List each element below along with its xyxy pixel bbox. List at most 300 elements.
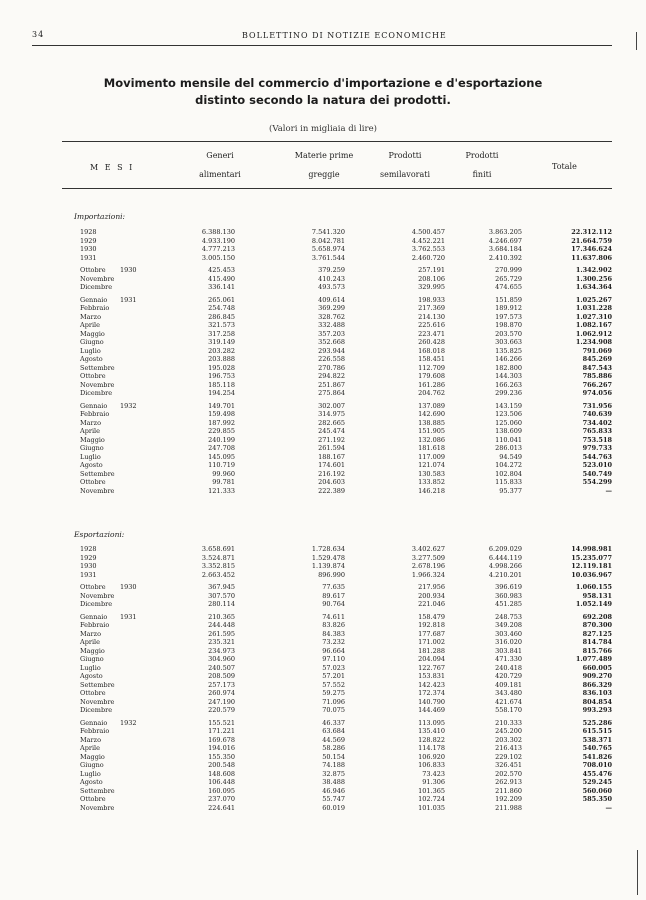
cell-c1: 145.095 xyxy=(208,452,235,461)
cell-c2: 896.990 xyxy=(318,570,345,579)
cell-c3: 3.277.509 xyxy=(411,553,445,562)
cell-c5: 540.749 xyxy=(582,469,612,478)
table-row xyxy=(0,804,646,813)
cell-c3: 2.460.720 xyxy=(411,253,445,262)
cell-c2: 46.946 xyxy=(322,786,345,795)
cell-c4: 192.209 xyxy=(495,795,522,803)
cell-c2: 50.154 xyxy=(322,752,345,761)
row-label: Agosto xyxy=(80,672,103,680)
column-header-top-rule xyxy=(62,141,612,142)
cell-c4: 151.859 xyxy=(495,295,522,304)
row-label: Febbraio xyxy=(80,621,110,629)
row-label: Novembre xyxy=(80,380,115,389)
cell-c4: 326.451 xyxy=(495,761,522,769)
cell-c5: 845.269 xyxy=(582,355,612,363)
cell-c2: 409.614 xyxy=(318,295,345,304)
cell-c3: 142.423 xyxy=(418,680,445,689)
cell-c4: 245.200 xyxy=(495,727,522,735)
header-rule xyxy=(32,45,612,46)
row-label: Giugno xyxy=(80,444,104,452)
row-label: 1928 xyxy=(80,228,97,236)
row-label: Aprile xyxy=(80,321,100,329)
cell-c1: 169.678 xyxy=(208,735,235,744)
cell-c4: 248.753 xyxy=(495,612,522,621)
row-year: 1930 xyxy=(120,266,137,274)
cell-c2: 282.665 xyxy=(318,418,345,427)
cell-c2: 174.601 xyxy=(318,461,345,469)
margin-rule-bottom xyxy=(637,850,638,895)
cell-c4: 240.418 xyxy=(495,663,522,672)
cell-c3: 200.934 xyxy=(418,591,445,600)
cell-c3: 151.905 xyxy=(418,427,445,435)
cell-c2: 245.474 xyxy=(318,427,345,435)
cell-c1: 247.190 xyxy=(208,697,235,706)
cell-c4: 262.913 xyxy=(495,778,522,786)
row-label: Gennaio xyxy=(80,401,108,410)
cell-c1: 317.258 xyxy=(208,329,235,338)
cell-c5: 827.125 xyxy=(582,629,612,638)
row-label: Novembre xyxy=(80,486,115,495)
cell-c2: 74.611 xyxy=(322,612,345,621)
cell-c4: 6.209.029 xyxy=(488,545,522,553)
cell-c3: 192.818 xyxy=(418,621,445,629)
cell-c3: 146.218 xyxy=(418,486,445,495)
cell-c5: 1.052.149 xyxy=(575,600,612,608)
cell-c1: 260.974 xyxy=(208,689,235,697)
cell-c4: 343.480 xyxy=(495,689,522,697)
row-label: Luglio xyxy=(80,769,101,778)
cell-c1: 336.141 xyxy=(208,283,235,291)
table-row xyxy=(0,389,646,398)
cell-c2: 493.573 xyxy=(318,283,345,291)
cell-c5: 692.208 xyxy=(582,612,612,621)
cell-c3: 158.479 xyxy=(418,612,445,621)
row-label: Marzo xyxy=(80,629,101,638)
cell-c1: 367.945 xyxy=(208,583,235,591)
cell-c5: — xyxy=(605,486,612,495)
cell-c1: 234.973 xyxy=(208,646,235,655)
cell-c4: 474.655 xyxy=(495,283,522,291)
cell-c1: 3.352.815 xyxy=(201,562,235,570)
cell-c3: 137.089 xyxy=(418,401,445,410)
cell-c2: 251.867 xyxy=(318,380,345,389)
cell-c2: 84.383 xyxy=(322,629,345,638)
row-label: Novembre xyxy=(80,803,115,812)
row-label: Aprile xyxy=(80,427,100,435)
row-label: 1931 xyxy=(80,253,97,262)
cell-c5: 14.998.981 xyxy=(571,545,612,553)
cell-c5: 585.350 xyxy=(582,795,612,803)
cell-c4: 2.410.392 xyxy=(488,253,522,262)
cell-c2: 357.203 xyxy=(318,329,345,338)
cell-c3: 217.956 xyxy=(418,583,445,591)
cell-c1: 247.708 xyxy=(208,444,235,452)
cell-c1: 210.365 xyxy=(208,612,235,621)
row-label: Gennaio xyxy=(80,718,108,727)
cell-c3: 217.369 xyxy=(418,304,445,312)
cell-c5: 804.854 xyxy=(582,697,612,706)
row-label: 1930 xyxy=(80,562,97,570)
cell-c3: 168.018 xyxy=(418,346,445,355)
cell-c1: 3.524.871 xyxy=(201,553,235,562)
cell-c3: 2.678.196 xyxy=(411,562,445,570)
cell-c4: 360.983 xyxy=(495,591,522,600)
cell-c2: 293.944 xyxy=(318,346,345,355)
cell-c5: 753.518 xyxy=(582,435,612,444)
cell-c5: 523.010 xyxy=(582,461,612,469)
row-label: Novembre xyxy=(80,274,115,283)
row-label: Aprile xyxy=(80,638,100,646)
cell-c2: 275.864 xyxy=(318,389,345,397)
page-number: 34 xyxy=(32,30,45,39)
table-subtitle: (Valori in migliaia di lire) xyxy=(269,124,377,134)
cell-c2: 55.747 xyxy=(322,795,345,803)
cell-c4: 4.998.266 xyxy=(488,562,522,570)
cell-c4: 94.549 xyxy=(499,452,522,461)
cell-c3: 179.608 xyxy=(418,372,445,380)
cell-c5: 544.763 xyxy=(582,452,612,461)
cell-c2: 261.594 xyxy=(318,444,345,452)
cell-c1: 203.888 xyxy=(208,355,235,363)
cell-c4: 3.863.205 xyxy=(488,228,522,236)
cell-c3: 225.616 xyxy=(418,321,445,329)
cell-c5: 993.293 xyxy=(582,706,612,714)
row-year: 1932 xyxy=(120,718,137,727)
cell-c2: 63.684 xyxy=(322,727,345,735)
cell-c3: 221.046 xyxy=(418,600,445,608)
row-year: 1932 xyxy=(120,401,137,410)
cell-c3: 153.831 xyxy=(418,672,445,680)
row-label: Giugno xyxy=(80,761,104,769)
cell-c2: 38.488 xyxy=(322,778,345,786)
cell-c1: 3.658.691 xyxy=(201,545,235,553)
row-year: 1931 xyxy=(120,295,137,304)
cell-c5: 791.069 xyxy=(582,346,612,355)
cell-c1: 195.028 xyxy=(208,363,235,372)
cell-c1: 229.855 xyxy=(208,427,235,435)
cell-c1: 220.579 xyxy=(208,706,235,714)
row-label: Ottobre xyxy=(80,478,106,486)
cell-c1: 286.845 xyxy=(208,312,235,321)
cell-c5: 541.826 xyxy=(582,752,612,761)
cell-c4: 286.013 xyxy=(495,444,522,452)
cell-c1: 160.095 xyxy=(208,786,235,795)
cell-c2: 204.603 xyxy=(318,478,345,486)
row-label: Dicembre xyxy=(80,389,113,397)
cell-c1: 185.118 xyxy=(208,380,235,389)
cell-c1: 99.960 xyxy=(212,469,235,478)
row-label: Dicembre xyxy=(80,706,113,714)
cell-c2: 332.488 xyxy=(318,321,345,329)
row-label: Novembre xyxy=(80,697,115,706)
cell-c3: 158.451 xyxy=(418,355,445,363)
cell-c5: 660.005 xyxy=(582,663,612,672)
cell-c3: 128.822 xyxy=(418,735,445,744)
cell-c2: 44.569 xyxy=(322,735,345,744)
cell-c3: 260.428 xyxy=(418,338,445,346)
cell-c5: 814.784 xyxy=(582,638,612,646)
cell-c3: 132.086 xyxy=(418,435,445,444)
cell-c2: 328.762 xyxy=(318,312,345,321)
row-label: Settembre xyxy=(80,469,115,478)
column-header-materie-line2: greggie xyxy=(308,170,340,179)
cell-c5: 538.371 xyxy=(582,735,612,744)
cell-c3: 142.690 xyxy=(418,410,445,418)
cell-c4: 303.841 xyxy=(495,646,522,655)
cell-c2: 60.019 xyxy=(322,803,345,812)
cell-c2: 59.275 xyxy=(322,689,345,697)
cell-c5: 615.515 xyxy=(582,727,612,735)
cell-c1: 6.388.130 xyxy=(201,228,235,236)
cell-c3: 133.852 xyxy=(418,478,445,486)
cell-c4: 3.684.184 xyxy=(488,245,522,253)
cell-c2: 314.975 xyxy=(318,410,345,418)
cell-c4: 396.619 xyxy=(495,583,522,591)
table-row xyxy=(0,254,646,263)
cell-c4: 299.236 xyxy=(495,389,522,397)
cell-c2: 8.042.781 xyxy=(311,236,345,245)
column-header-finiti xyxy=(452,146,512,184)
cell-c2: 1.529.478 xyxy=(311,553,345,562)
row-label: 1930 xyxy=(80,245,97,253)
cell-c4: 265.729 xyxy=(495,274,522,283)
column-header-generi-line2: alimentari xyxy=(199,170,241,179)
row-year: 1931 xyxy=(120,612,137,621)
cell-c3: 3.402.627 xyxy=(411,545,445,553)
cell-c4: 143.159 xyxy=(495,401,522,410)
cell-c1: 244.448 xyxy=(208,621,235,629)
row-label: Gennaio xyxy=(80,612,108,621)
cell-c4: 203.302 xyxy=(495,735,522,744)
cell-c3: 4.500.457 xyxy=(411,228,445,236)
cell-c3: 177.687 xyxy=(418,629,445,638)
cell-c5: 734.402 xyxy=(582,418,612,427)
cell-c1: 280.114 xyxy=(208,600,235,608)
cell-c5: 785.886 xyxy=(582,372,612,380)
cell-c4: 349.208 xyxy=(495,621,522,629)
cell-c5: 979.733 xyxy=(582,444,612,452)
cell-c2: 57.552 xyxy=(322,680,345,689)
cell-c5: 1.082.167 xyxy=(575,321,612,329)
cell-c2: 1.728.634 xyxy=(311,545,345,553)
cell-c4: 4.246.697 xyxy=(488,236,522,245)
cell-c1: 194.254 xyxy=(208,389,235,397)
cell-c2: 226.558 xyxy=(318,355,345,363)
cell-c1: 240.199 xyxy=(208,435,235,444)
cell-c3: 1.966.324 xyxy=(411,570,445,579)
exports-section-label: Esportazioni: xyxy=(74,530,125,539)
row-label: Ottobre xyxy=(80,372,106,380)
row-label: Maggio xyxy=(80,646,105,655)
cell-c1: 319.149 xyxy=(208,338,235,346)
row-label: Agosto xyxy=(80,461,103,469)
cell-c3: 257.191 xyxy=(418,266,445,274)
row-label: Novembre xyxy=(80,591,115,600)
row-label: Marzo xyxy=(80,735,101,744)
row-label: Giugno xyxy=(80,655,104,663)
table-title-line1: Movimento mensile del commercio d'importazione e d'esportazione xyxy=(103,76,543,90)
cell-c2: 58.286 xyxy=(322,744,345,752)
row-label: Agosto xyxy=(80,355,103,363)
row-label: Maggio xyxy=(80,752,105,761)
row-label: Luglio xyxy=(80,663,101,672)
cell-c5: 836.103 xyxy=(582,689,612,697)
cell-c4: 95.377 xyxy=(499,486,522,495)
cell-c5: 1.234.908 xyxy=(575,338,612,346)
cell-c1: 4.933.190 xyxy=(201,236,235,245)
cell-c4: 189.912 xyxy=(495,304,522,312)
cell-c2: 90.764 xyxy=(322,600,345,608)
row-label: Ottobre xyxy=(80,583,106,591)
cell-c1: 149.701 xyxy=(208,401,235,410)
cell-c4: 451.285 xyxy=(495,600,522,608)
cell-c3: 208.106 xyxy=(418,274,445,283)
table-row xyxy=(0,600,646,609)
cell-c2: 97.110 xyxy=(322,655,345,663)
cell-c1: 106.448 xyxy=(208,778,235,786)
cell-c2: 379.259 xyxy=(318,266,345,274)
column-header-bottom-rule xyxy=(62,188,612,189)
cell-c3: 172.374 xyxy=(418,689,445,697)
cell-c1: 265.061 xyxy=(208,295,235,304)
cell-c2: 1.139.874 xyxy=(311,562,345,570)
cell-c5: 1.634.364 xyxy=(575,283,612,291)
cell-c2: 71.096 xyxy=(322,697,345,706)
cell-c3: 112.709 xyxy=(418,363,445,372)
cell-c3: 91.306 xyxy=(422,778,445,786)
cell-c2: 74.188 xyxy=(322,761,345,769)
cell-c3: 135.410 xyxy=(418,727,445,735)
cell-c4: 135.825 xyxy=(495,346,522,355)
cell-c1: 261.595 xyxy=(208,629,235,638)
cell-c1: 257.173 xyxy=(208,680,235,689)
column-header-semilavorati xyxy=(370,146,440,184)
cell-c5: 731.956 xyxy=(582,401,612,410)
cell-c3: 121.074 xyxy=(418,461,445,469)
cell-c4: 303.663 xyxy=(495,338,522,346)
cell-c4: 4.210.201 xyxy=(488,570,522,579)
cell-c1: 304.960 xyxy=(208,655,235,663)
cell-c4: 211.988 xyxy=(495,803,522,812)
cell-c4: 198.870 xyxy=(495,321,522,329)
cell-c2: 73.232 xyxy=(322,638,345,646)
cell-c2: 46.337 xyxy=(322,718,345,727)
cell-c3: 117.009 xyxy=(418,452,445,461)
column-header-mesi: M E S I xyxy=(90,163,135,172)
cell-c3: 113.095 xyxy=(418,718,445,727)
cell-c3: 130.583 xyxy=(418,469,445,478)
cell-c1: 3.005.150 xyxy=(201,253,235,262)
cell-c1: 224.641 xyxy=(208,803,235,812)
column-header-finiti-line1: Prodotti xyxy=(465,151,499,160)
cell-c4: 421.674 xyxy=(495,697,522,706)
cell-c2: 7.541.320 xyxy=(311,228,345,236)
column-header-generi-line1: Generi xyxy=(206,151,234,160)
cell-c3: 223.471 xyxy=(418,329,445,338)
column-header-finiti-line2: finiti xyxy=(472,170,492,179)
cell-c3: 106.920 xyxy=(418,752,445,761)
cell-c2: 270.786 xyxy=(318,363,345,372)
cell-c4: 146.266 xyxy=(495,355,522,363)
row-label: 1928 xyxy=(80,545,97,553)
row-label: Maggio xyxy=(80,435,105,444)
cell-c1: 2.663.452 xyxy=(201,570,235,579)
cell-c2: 302.007 xyxy=(318,401,345,410)
cell-c3: 214.130 xyxy=(418,312,445,321)
cell-c1: 171.221 xyxy=(208,727,235,735)
cell-c4: 104.272 xyxy=(495,461,522,469)
cell-c1: 196.753 xyxy=(208,372,235,380)
cell-c3: 181.618 xyxy=(418,444,445,452)
cell-c5: 765.833 xyxy=(582,427,612,435)
cell-c5: 815.766 xyxy=(582,646,612,655)
cell-c3: 73.423 xyxy=(422,769,445,778)
cell-c3: 204.094 xyxy=(418,655,445,663)
cell-c5: 870.300 xyxy=(582,621,612,629)
row-label: Febbraio xyxy=(80,304,110,312)
table-row xyxy=(0,283,646,292)
table-row xyxy=(0,487,646,496)
cell-c3: 138.885 xyxy=(418,418,445,427)
cell-c2: 77.635 xyxy=(322,583,345,591)
cell-c4: 110.041 xyxy=(495,435,522,444)
cell-c1: 307.570 xyxy=(208,591,235,600)
row-label: Settembre xyxy=(80,363,115,372)
column-header-semilavorati-line1: Prodotti xyxy=(388,151,422,160)
cell-c5: 1.025.267 xyxy=(575,295,612,304)
cell-c1: 159.498 xyxy=(208,410,235,418)
table-title-line2: distinto secondo la natura dei prodotti. xyxy=(195,93,451,107)
cell-c4: 229.102 xyxy=(495,752,522,761)
row-label: Marzo xyxy=(80,312,101,321)
cell-c3: 102.724 xyxy=(418,795,445,803)
cell-c4: 316.020 xyxy=(495,638,522,646)
row-label: Ottobre xyxy=(80,689,106,697)
column-header-generi xyxy=(190,146,250,184)
cell-c2: 3.761.544 xyxy=(311,253,345,262)
cell-c3: 106.833 xyxy=(418,761,445,769)
cell-c5: 974.056 xyxy=(582,389,612,397)
cell-c5: 958.131 xyxy=(582,591,612,600)
cell-c3: 3.762.553 xyxy=(411,245,445,253)
cell-c5: 11.637.806 xyxy=(571,253,612,262)
cell-c3: 204.762 xyxy=(418,389,445,397)
row-year: 1930 xyxy=(120,583,137,591)
cell-c5: 17.346.624 xyxy=(571,245,612,253)
cell-c2: 5.658.974 xyxy=(311,245,345,253)
cell-c5: 560.060 xyxy=(582,786,612,795)
cell-c1: 425.453 xyxy=(208,266,235,274)
cell-c2: 271.192 xyxy=(318,435,345,444)
cell-c1: 254.748 xyxy=(208,304,235,312)
row-label: Marzo xyxy=(80,418,101,427)
cell-c2: 57.023 xyxy=(322,663,345,672)
cell-c3: 181.288 xyxy=(418,646,445,655)
cell-c5: 529.245 xyxy=(582,778,612,786)
cell-c2: 57.201 xyxy=(322,672,345,680)
cell-c5: 866.329 xyxy=(582,680,612,689)
cell-c4: 197.573 xyxy=(495,312,522,321)
cell-c4: 202.570 xyxy=(495,769,522,778)
cell-c3: 114.178 xyxy=(418,744,445,752)
cell-c2: 96.664 xyxy=(322,646,345,655)
cell-c1: 240.507 xyxy=(208,663,235,672)
cell-c2: 410.243 xyxy=(318,274,345,283)
cell-c5: 21.664.759 xyxy=(571,236,612,245)
imports-section-label: Importazioni: xyxy=(74,212,126,221)
column-header-materie-line1: Materie prime xyxy=(294,151,354,160)
cell-c5: 1.342.902 xyxy=(575,266,612,274)
